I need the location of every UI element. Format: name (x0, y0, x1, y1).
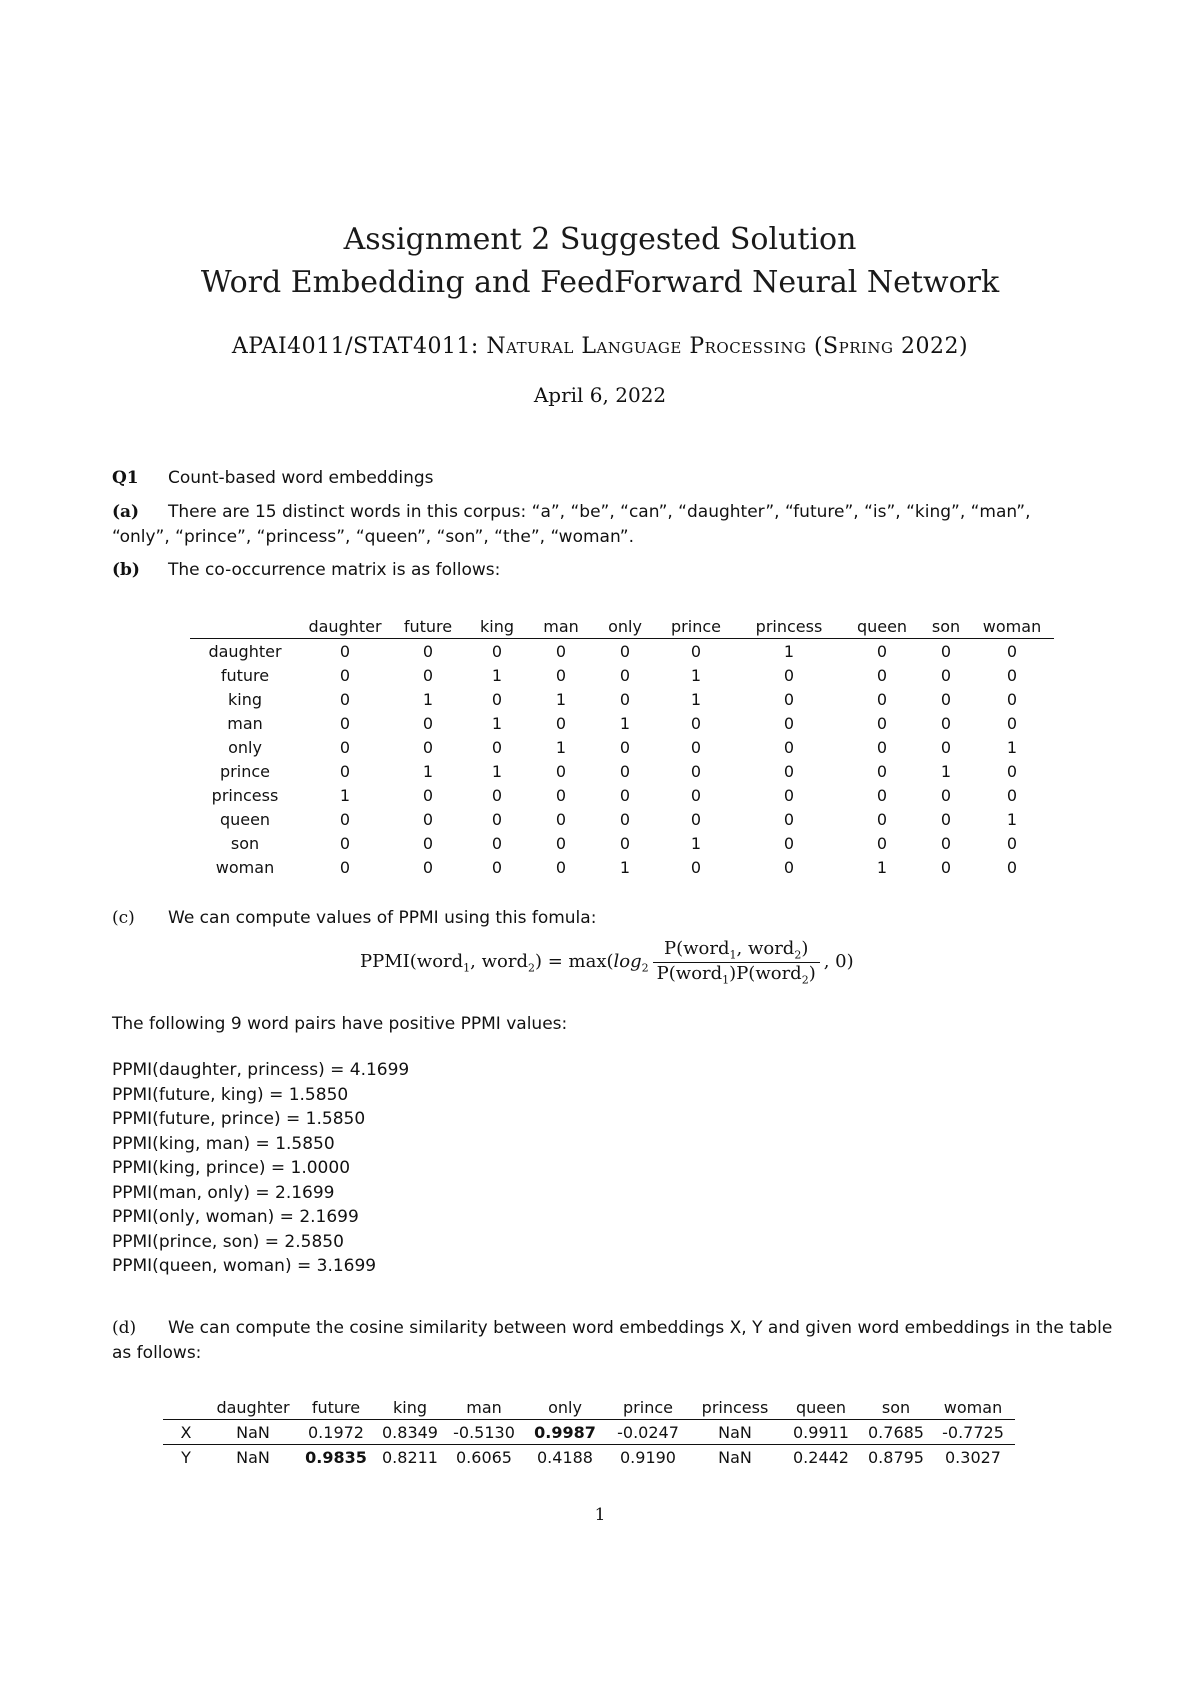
ppmi-item: PPMI(future, king) = 1.5850 (112, 1084, 349, 1105)
q1-label: Q1 (112, 468, 139, 488)
num-part: ) (801, 938, 809, 959)
formula-log-base: 2 (641, 961, 649, 975)
cos-cell: 0.8795 (868, 1447, 924, 1467)
q1-part-a (112, 500, 1142, 550)
formula-fraction (653, 938, 820, 986)
ppmi-intro: The following 9 word pairs have positive PPMI values: (112, 1014, 568, 1034)
part-b-label: (b) (112, 560, 140, 580)
q1-part-c (112, 906, 1142, 931)
cooc-column-header: son (922, 614, 970, 639)
num-part: P(word (664, 938, 730, 959)
q1-part-b (112, 558, 1142, 583)
cooc-cell: 0 (940, 689, 952, 709)
cooc-cell: 0 (940, 857, 952, 877)
cooc-cell: 0 (491, 809, 503, 829)
cooc-cell: 0 (783, 737, 795, 757)
cos-cell: 0.9835 (305, 1447, 367, 1467)
cooc-cell: 0 (422, 641, 434, 661)
cos-cell: 0.3027 (945, 1447, 1001, 1467)
cos-cell: 0.9190 (620, 1447, 676, 1467)
cooc-column-header: future (390, 614, 466, 639)
cos-cell: 0.8349 (375, 1420, 445, 1445)
cooc-cell: 0 (422, 809, 434, 829)
cos-cell: 0.9911 (781, 1420, 861, 1445)
cooc-column-header: princess (736, 614, 842, 639)
cooc-cell: 0 (339, 641, 351, 661)
cooc-cell: 0 (783, 833, 795, 853)
part-c-text: We can compute values of PPMI using this fomula: (168, 908, 597, 928)
cooc-cell: 0 (422, 713, 434, 733)
ppmi-formula (360, 938, 854, 986)
cooc-column-header: woman (970, 614, 1054, 639)
ppmi-values-list (112, 1058, 409, 1279)
cooc-cell: 0 (690, 857, 702, 877)
cooc-cell: 0 (783, 713, 795, 733)
cooc-cell: 0 (619, 641, 631, 661)
cos-column-header: man (445, 1395, 523, 1420)
title-line-1: Assignment 2 Suggested Solution (343, 222, 857, 257)
cos-cell: -0.7725 (931, 1420, 1015, 1445)
cooc-row (190, 831, 1054, 855)
part-a-text-line1: There are 15 distinct words in this corpus: “a”, “be”, “can”, “daughter”, “future”, “is”, “king”, “man”, (168, 502, 1031, 522)
q1-heading (112, 466, 1142, 491)
cooc-cell: 0 (1006, 833, 1018, 853)
cooc-cell: 0 (339, 689, 351, 709)
cooc-row-label: king (227, 689, 262, 709)
cooc-cell: 0 (1006, 785, 1018, 805)
cooc-cell: 0 (422, 665, 434, 685)
q1-part-d (112, 1316, 1142, 1366)
cooc-cell: 0 (555, 761, 567, 781)
ppmi-item: PPMI(future, prince) = 1.5850 (112, 1109, 366, 1129)
den-sub: 1 (722, 973, 730, 987)
cooc-cell: 0 (339, 713, 351, 733)
ppmi-item: PPMI(king, man) = 1.5850 (112, 1133, 335, 1154)
formula-sub: 2 (528, 961, 535, 975)
cooc-row (190, 807, 1054, 831)
cooc-cell: 0 (876, 665, 888, 685)
cooc-cell: 0 (555, 857, 567, 877)
cooc-row (190, 687, 1054, 711)
cos-cell: NaN (689, 1420, 781, 1445)
cooc-cell: 0 (940, 641, 952, 661)
cooc-cell: 0 (491, 641, 503, 661)
ppmi-item: PPMI(man, only) = 2.1699 (112, 1182, 335, 1203)
cooc-cell: 0 (690, 809, 702, 829)
formula-tail: , 0) (823, 951, 854, 973)
cooc-cell: 0 (555, 641, 567, 661)
cooc-header-row (190, 614, 1054, 639)
cooc-row-label: future (220, 665, 270, 685)
cooc-cell: 0 (1006, 641, 1018, 661)
cos-cell: NaN (236, 1447, 270, 1467)
cooccurrence-matrix (190, 614, 1054, 879)
cooc-column-header: queen (842, 614, 922, 639)
cooc-cell: 0 (555, 713, 567, 733)
cooc-column-header: prince (656, 614, 736, 639)
cos-column-header: daughter (209, 1395, 297, 1420)
formula-lhs: PPMI(word (360, 951, 464, 973)
cooc-cell: 0 (422, 737, 434, 757)
cooc-row (190, 663, 1054, 687)
formula-mid: , word (470, 951, 528, 973)
cos-row (163, 1445, 1015, 1470)
cooc-cell: 0 (339, 809, 351, 829)
cooc-cell: 0 (1006, 665, 1018, 685)
cos-column-header: prince (607, 1395, 689, 1420)
cos-column-header: son (861, 1395, 931, 1420)
cooc-cell: 1 (491, 761, 503, 781)
cooc-cell: 0 (491, 833, 503, 853)
cooc-cell: 0 (690, 761, 702, 781)
cooc-cell: 1 (1006, 809, 1018, 829)
cooc-cell: 0 (491, 689, 503, 709)
cooc-cell: 0 (876, 761, 888, 781)
cooc-row (190, 855, 1054, 879)
cosine-similarity-table (163, 1395, 1015, 1469)
cooc-cell: 0 (876, 833, 888, 853)
cooc-cell: 1 (876, 857, 888, 877)
part-d-text-line1: We can compute the cosine similarity between word embeddings X, Y and given word embeddings in the table (168, 1318, 1113, 1338)
ppmi-item: PPMI(prince, son) = 2.5850 (112, 1231, 344, 1252)
cos-cell: NaN (209, 1420, 297, 1445)
cos-cell: NaN (718, 1447, 752, 1467)
cooc-cell: 0 (783, 689, 795, 709)
cooc-row-label: only (228, 737, 262, 757)
cooc-cell: 0 (1006, 761, 1018, 781)
page-number: 1 (594, 1505, 606, 1525)
cooc-cell: 0 (940, 737, 952, 757)
cooc-cell: 0 (619, 689, 631, 709)
part-d-text-line2: as follows: (112, 1343, 202, 1363)
ppmi-item: PPMI(king, prince) = 1.0000 (112, 1158, 351, 1178)
cos-header-row (163, 1395, 1015, 1420)
cooc-cell: 0 (940, 809, 952, 829)
cooc-cell: 0 (555, 785, 567, 805)
formula-eq: ) = max( (535, 951, 614, 973)
cooc-cell: 0 (339, 833, 351, 853)
cooc-cell: 0 (339, 761, 351, 781)
cooc-cell: 0 (555, 833, 567, 853)
cooc-cell: 0 (619, 833, 631, 853)
cos-row (163, 1420, 1015, 1445)
den-part: ) (808, 962, 816, 984)
cooc-cell: 0 (876, 737, 888, 757)
cooc-cell: 0 (940, 713, 952, 733)
cos-cell: 0.6065 (456, 1447, 512, 1467)
formula-log: log (613, 951, 642, 973)
course-code: APAI4011/STAT4011: (231, 334, 479, 359)
cooc-cell: 0 (783, 809, 795, 829)
cooc-cell: 0 (422, 857, 434, 877)
cooc-cell: 0 (690, 641, 702, 661)
num-sub: 1 (729, 948, 737, 962)
cooc-cell: 1 (940, 761, 952, 781)
cooc-cell: 0 (876, 689, 888, 709)
cos-column-header: princess (689, 1395, 781, 1420)
cos-corner (163, 1395, 209, 1420)
cooc-row-label: princess (211, 785, 279, 805)
cooc-cell: 0 (940, 785, 952, 805)
cooc-row (190, 711, 1054, 735)
cooc-cell: 0 (690, 785, 702, 805)
cooc-row-label: prince (220, 761, 270, 781)
cooc-cell: 0 (491, 785, 503, 805)
course-name: Natural Language Processing (Spring 2022) (486, 334, 969, 359)
cooc-cell: 0 (876, 809, 888, 829)
cooc-cell: 0 (876, 713, 888, 733)
cooc-cell: 0 (422, 833, 434, 853)
cooc-row (190, 783, 1054, 807)
den-part: P(word (656, 962, 723, 984)
cooc-cell: 0 (876, 641, 888, 661)
cooc-cell: 0 (1006, 713, 1018, 733)
document-date: April 6, 2022 (533, 383, 667, 407)
cos-cell: 0.2442 (793, 1447, 849, 1467)
ppmi-item: PPMI(queen, woman) = 3.1699 (112, 1256, 377, 1276)
ppmi-item: PPMI(daughter, princess) = 4.1699 (112, 1060, 410, 1080)
part-a-label: (a) (112, 502, 140, 522)
cooc-cell: 0 (783, 857, 795, 877)
cooc-cell: 1 (491, 665, 503, 685)
cooc-cell: 0 (491, 857, 503, 877)
cooc-cell: 0 (876, 785, 888, 805)
cos-cell: 0.7685 (861, 1420, 931, 1445)
cooc-cell: 1 (555, 737, 567, 757)
cooc-row (190, 759, 1054, 783)
cooc-cell: 0 (690, 713, 702, 733)
cooc-cell: 1 (690, 689, 702, 709)
cos-row-label: Y (181, 1447, 191, 1467)
cooc-row (190, 639, 1054, 664)
cooc-cell: 1 (690, 833, 702, 853)
cooc-cell: 0 (619, 785, 631, 805)
formula-denominator (653, 963, 820, 987)
cos-cell: 0.8211 (382, 1447, 438, 1467)
cooc-cell: 0 (491, 737, 503, 757)
cooc-cell: 1 (619, 857, 631, 877)
cooc-corner (190, 614, 300, 639)
cos-cell: 0.9987 (523, 1420, 607, 1445)
cooc-column-header: only (594, 614, 656, 639)
cos-column-header: queen (781, 1395, 861, 1420)
cooc-cell: 0 (619, 809, 631, 829)
den-part: )P(word (729, 962, 802, 984)
cos-column-header: woman (931, 1395, 1015, 1420)
title-line-2: Word Embedding and FeedForward Neural Network (200, 265, 1000, 300)
cooc-cell: 0 (555, 809, 567, 829)
cooc-cell: 0 (555, 665, 567, 685)
cooc-cell: 0 (339, 665, 351, 685)
cooc-cell: 0 (339, 857, 351, 877)
den-sub: 2 (801, 973, 809, 987)
cooc-cell: 0 (940, 665, 952, 685)
num-part: , word (736, 938, 795, 959)
cooc-row-label: daughter (208, 641, 282, 661)
cooc-column-header: daughter (300, 614, 390, 639)
cos-column-header: future (297, 1395, 375, 1420)
q1-title: Count-based word embeddings (168, 468, 434, 488)
cooc-cell: 1 (1006, 737, 1018, 757)
cooc-cell: 0 (619, 665, 631, 685)
cooc-cell: 1 (783, 641, 795, 661)
cooc-row-label: queen (219, 809, 271, 829)
cooc-cell: 1 (422, 689, 434, 709)
cooc-cell: 0 (619, 737, 631, 757)
cos-cell: -0.5130 (445, 1420, 523, 1445)
cooc-cell: 0 (339, 737, 351, 757)
cooc-row-label: son (230, 833, 260, 853)
cooc-cell: 0 (1006, 857, 1018, 877)
cooc-cell: 0 (783, 761, 795, 781)
cos-row-label: X (163, 1420, 209, 1445)
ppmi-item: PPMI(only, woman) = 2.1699 (112, 1207, 359, 1227)
part-d-label: (d) (112, 1318, 137, 1338)
course-line (0, 334, 1200, 359)
cooc-column-header: man (528, 614, 594, 639)
formula-sub: 1 (463, 961, 471, 975)
cooc-cell: 0 (619, 761, 631, 781)
cooc-cell: 0 (783, 665, 795, 685)
cos-column-header: king (375, 1395, 445, 1420)
cooc-cell: 0 (940, 833, 952, 853)
cos-column-header: only (523, 1395, 607, 1420)
cos-cell: 0.1972 (297, 1420, 375, 1445)
cooc-cell: 1 (619, 713, 631, 733)
num-sub: 2 (794, 948, 802, 962)
cooc-cell: 0 (783, 785, 795, 805)
part-b-text: The co-occurrence matrix is as follows: (168, 560, 501, 580)
cooc-row-label: woman (215, 857, 275, 877)
part-a-text-line2: “only”, “prince”, “princess”, “queen”, “son”, “the”, “woman”. (112, 527, 635, 547)
cooc-cell: 1 (555, 689, 567, 709)
cooc-cell: 0 (1006, 689, 1018, 709)
cooc-column-header: king (466, 614, 528, 639)
cooc-cell: 1 (491, 713, 503, 733)
cooc-row-label: man (227, 713, 263, 733)
cooc-cell: 0 (422, 785, 434, 805)
part-c-label: (c) (112, 908, 135, 928)
cooc-row (190, 735, 1054, 759)
cooc-cell: 1 (339, 785, 351, 805)
formula-numerator (653, 938, 820, 963)
cooc-cell: 1 (422, 761, 434, 781)
cooc-cell: 1 (690, 665, 702, 685)
cos-cell: -0.0247 (607, 1420, 689, 1445)
cos-cell: 0.4188 (537, 1447, 593, 1467)
cooc-cell: 0 (690, 737, 702, 757)
